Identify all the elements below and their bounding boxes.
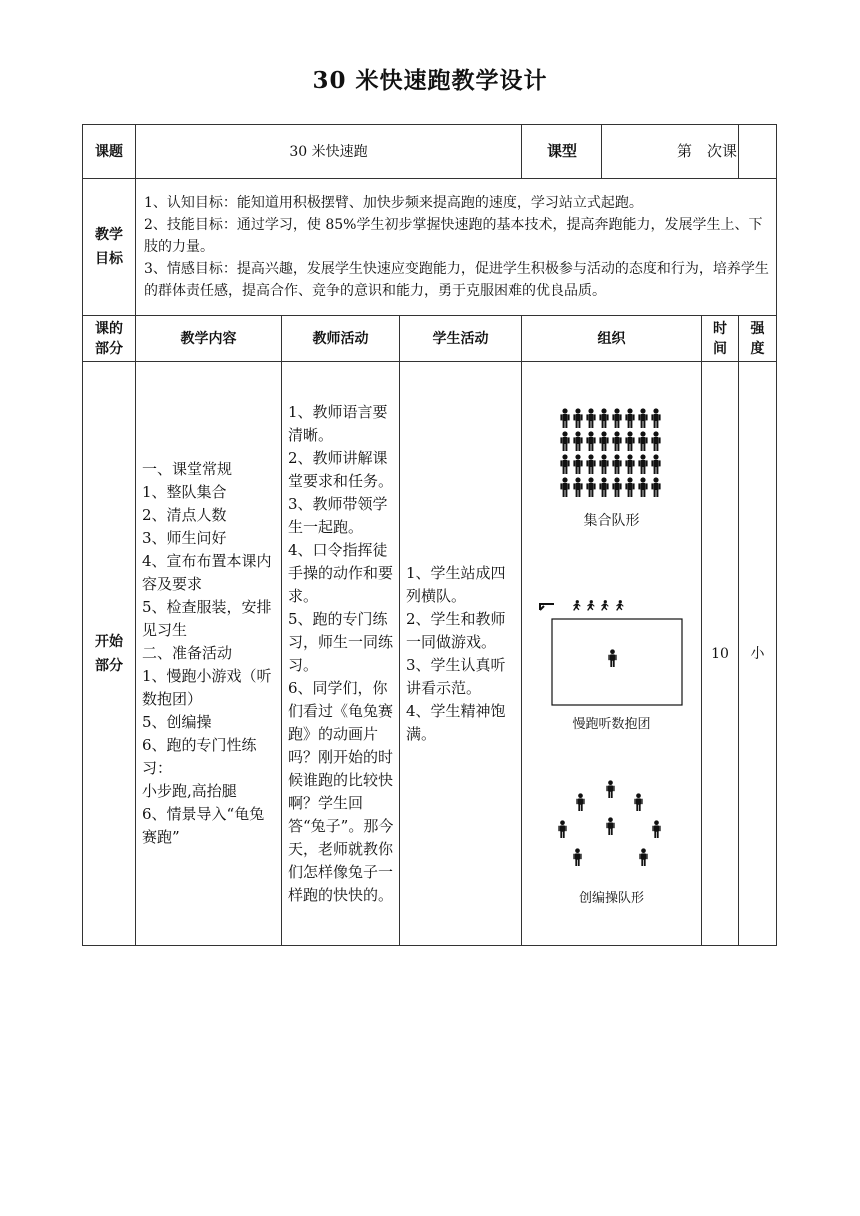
student-item: 1、学生站成四列横队。 [406,563,506,605]
person-icon [576,793,584,811]
person-icon [625,477,634,497]
objective-skill: 2、技能目标：通过学习，使 85%学生初步掌握快速跑的基本技术，提高奔跑能力，发展学生上、下肢的力量。 [144,216,763,255]
objective-cognitive: 1、认知目标：能知道用积极摆臂、加快步频来提高跑的速度，学习站立式起跑。 [144,194,643,211]
col-intensity: 强度 [739,316,777,362]
game-caption: 慢跑听数抱团 [572,717,651,732]
content-item: 1、整队集合 [142,483,227,501]
topic-value: 30 米快速跑 [136,125,522,179]
person-icon [558,820,566,838]
topic-label: 课题 [83,125,136,179]
assembly-formation [558,406,664,505]
person-icon [599,477,608,497]
person-icon [586,454,595,474]
person-icon [634,793,642,811]
person-icon [612,477,621,497]
student-item: 4、学生精神饱满。 [406,701,506,743]
col-time: 时间 [702,316,739,362]
teacher-item: 5、跑的专门练习，师生一同练习。 [288,609,394,674]
person-icon [612,408,621,428]
person-icon [586,431,595,451]
person-icon [651,431,660,451]
person-icon [586,477,595,497]
teacher-item: 1、教师语言要清晰。 [288,402,388,444]
person-icon [625,431,634,451]
person-icon [573,477,582,497]
teacher-item: 6、同学们，你们看过《龟兔赛跑》的动画片吗？刚开始的时候谁跑的比较快啊？学生回答“兔子”。那今天，老师就教你们怎样像兔子一样跑的快快的。 [288,678,394,904]
start-student [400,362,522,946]
content-item: 一、课堂常规 [142,460,233,478]
content-item: 6、跑的专门性练习： [142,736,257,777]
teacher-item: 4、口令指挥徒手操的动作和要求。 [288,540,394,605]
person-icon [599,431,608,451]
runner-icon [587,600,595,611]
person-icon [638,431,647,451]
person-icon [639,848,647,866]
exercise-formation [552,776,672,876]
type-divider [601,125,602,178]
teacher-item: 2、教师讲解课堂要求和任务。 [288,448,394,490]
type-label: 课型 [546,142,577,160]
col-part: 课的部分 [83,316,136,362]
content-item: 3、师生问好 [142,529,227,547]
col-organization: 组织 [522,316,702,362]
person-icon [599,454,608,474]
content-item: 4、宣布布置本课内容及要求 [142,552,272,593]
start-teacher [282,362,400,946]
teacher-item: 3、教师带领学生一起跑。 [288,494,388,536]
content-item: 6、情景导入“龟兔赛跑” [142,805,265,846]
person-icon [573,431,582,451]
person-icon [560,431,569,451]
person-icon [586,408,595,428]
start-organization [522,362,702,946]
person-icon [612,431,621,451]
col-student: 学生活动 [400,316,522,362]
objectives-text [136,179,777,316]
content-item: 2、清点人数 [142,506,227,524]
start-intensity: 小 [739,362,777,946]
content-item: 小步跑,高抬腿 [142,782,237,800]
content-item: 5、创编操 [142,713,212,731]
start-content [136,362,282,946]
person-icon [560,408,569,428]
lesson-plan-table [82,124,777,946]
start-time: 10 [702,362,739,946]
page-title: 30 米快速跑教学设计 [312,67,548,94]
exercise-caption: 创编操队形 [578,891,644,906]
content-item: 5、检查服装，安排见习生 [142,598,272,639]
person-icon [573,848,581,866]
student-item: 3、学生认真听讲看示范。 [406,655,506,697]
col-teacher: 教师活动 [282,316,400,362]
objectives-row [83,179,777,316]
arrow-icon [540,604,554,610]
start-part-row [83,362,777,946]
content-item: 1、慢跑小游戏（听数抱团） [142,667,272,708]
student-item: 2、学生和教师一同做游戏。 [406,609,506,651]
person-icon [638,408,647,428]
person-icon [608,649,616,667]
person-icon [599,408,608,428]
person-icon [652,820,660,838]
type-value: 第 次课 [676,142,737,160]
runner-icon [601,600,609,611]
runner-icon [573,600,581,611]
game-diagram [534,598,684,708]
objective-affective: 3、情感目标：提高兴趣，发展学生快速应变跑能力，促进学生积极参与活动的态度和行为，培养学生的群体责任感，提高合作、竞争的意识和能力，勇于克服困难的优良品质。 [144,260,769,299]
person-icon [638,477,647,497]
objectives-label: 教学目标 [83,179,136,316]
person-icon [606,817,614,835]
column-header-row [83,316,777,362]
person-icon [651,408,660,428]
person-icon [651,477,660,497]
content-item: 二、准备活动 [142,644,233,662]
person-icon [560,454,569,474]
assembly-caption: 集合队形 [583,513,640,529]
person-icon [651,454,660,474]
person-icon [573,454,582,474]
person-icon [606,780,614,798]
col-content: 教学内容 [136,316,282,362]
person-icon [638,454,647,474]
person-icon [573,408,582,428]
person-icon [612,454,621,474]
person-icon [625,454,634,474]
start-part-label: 开始部分 [83,362,136,946]
person-icon [560,477,569,497]
person-icon [625,408,634,428]
runner-icon [616,600,624,611]
